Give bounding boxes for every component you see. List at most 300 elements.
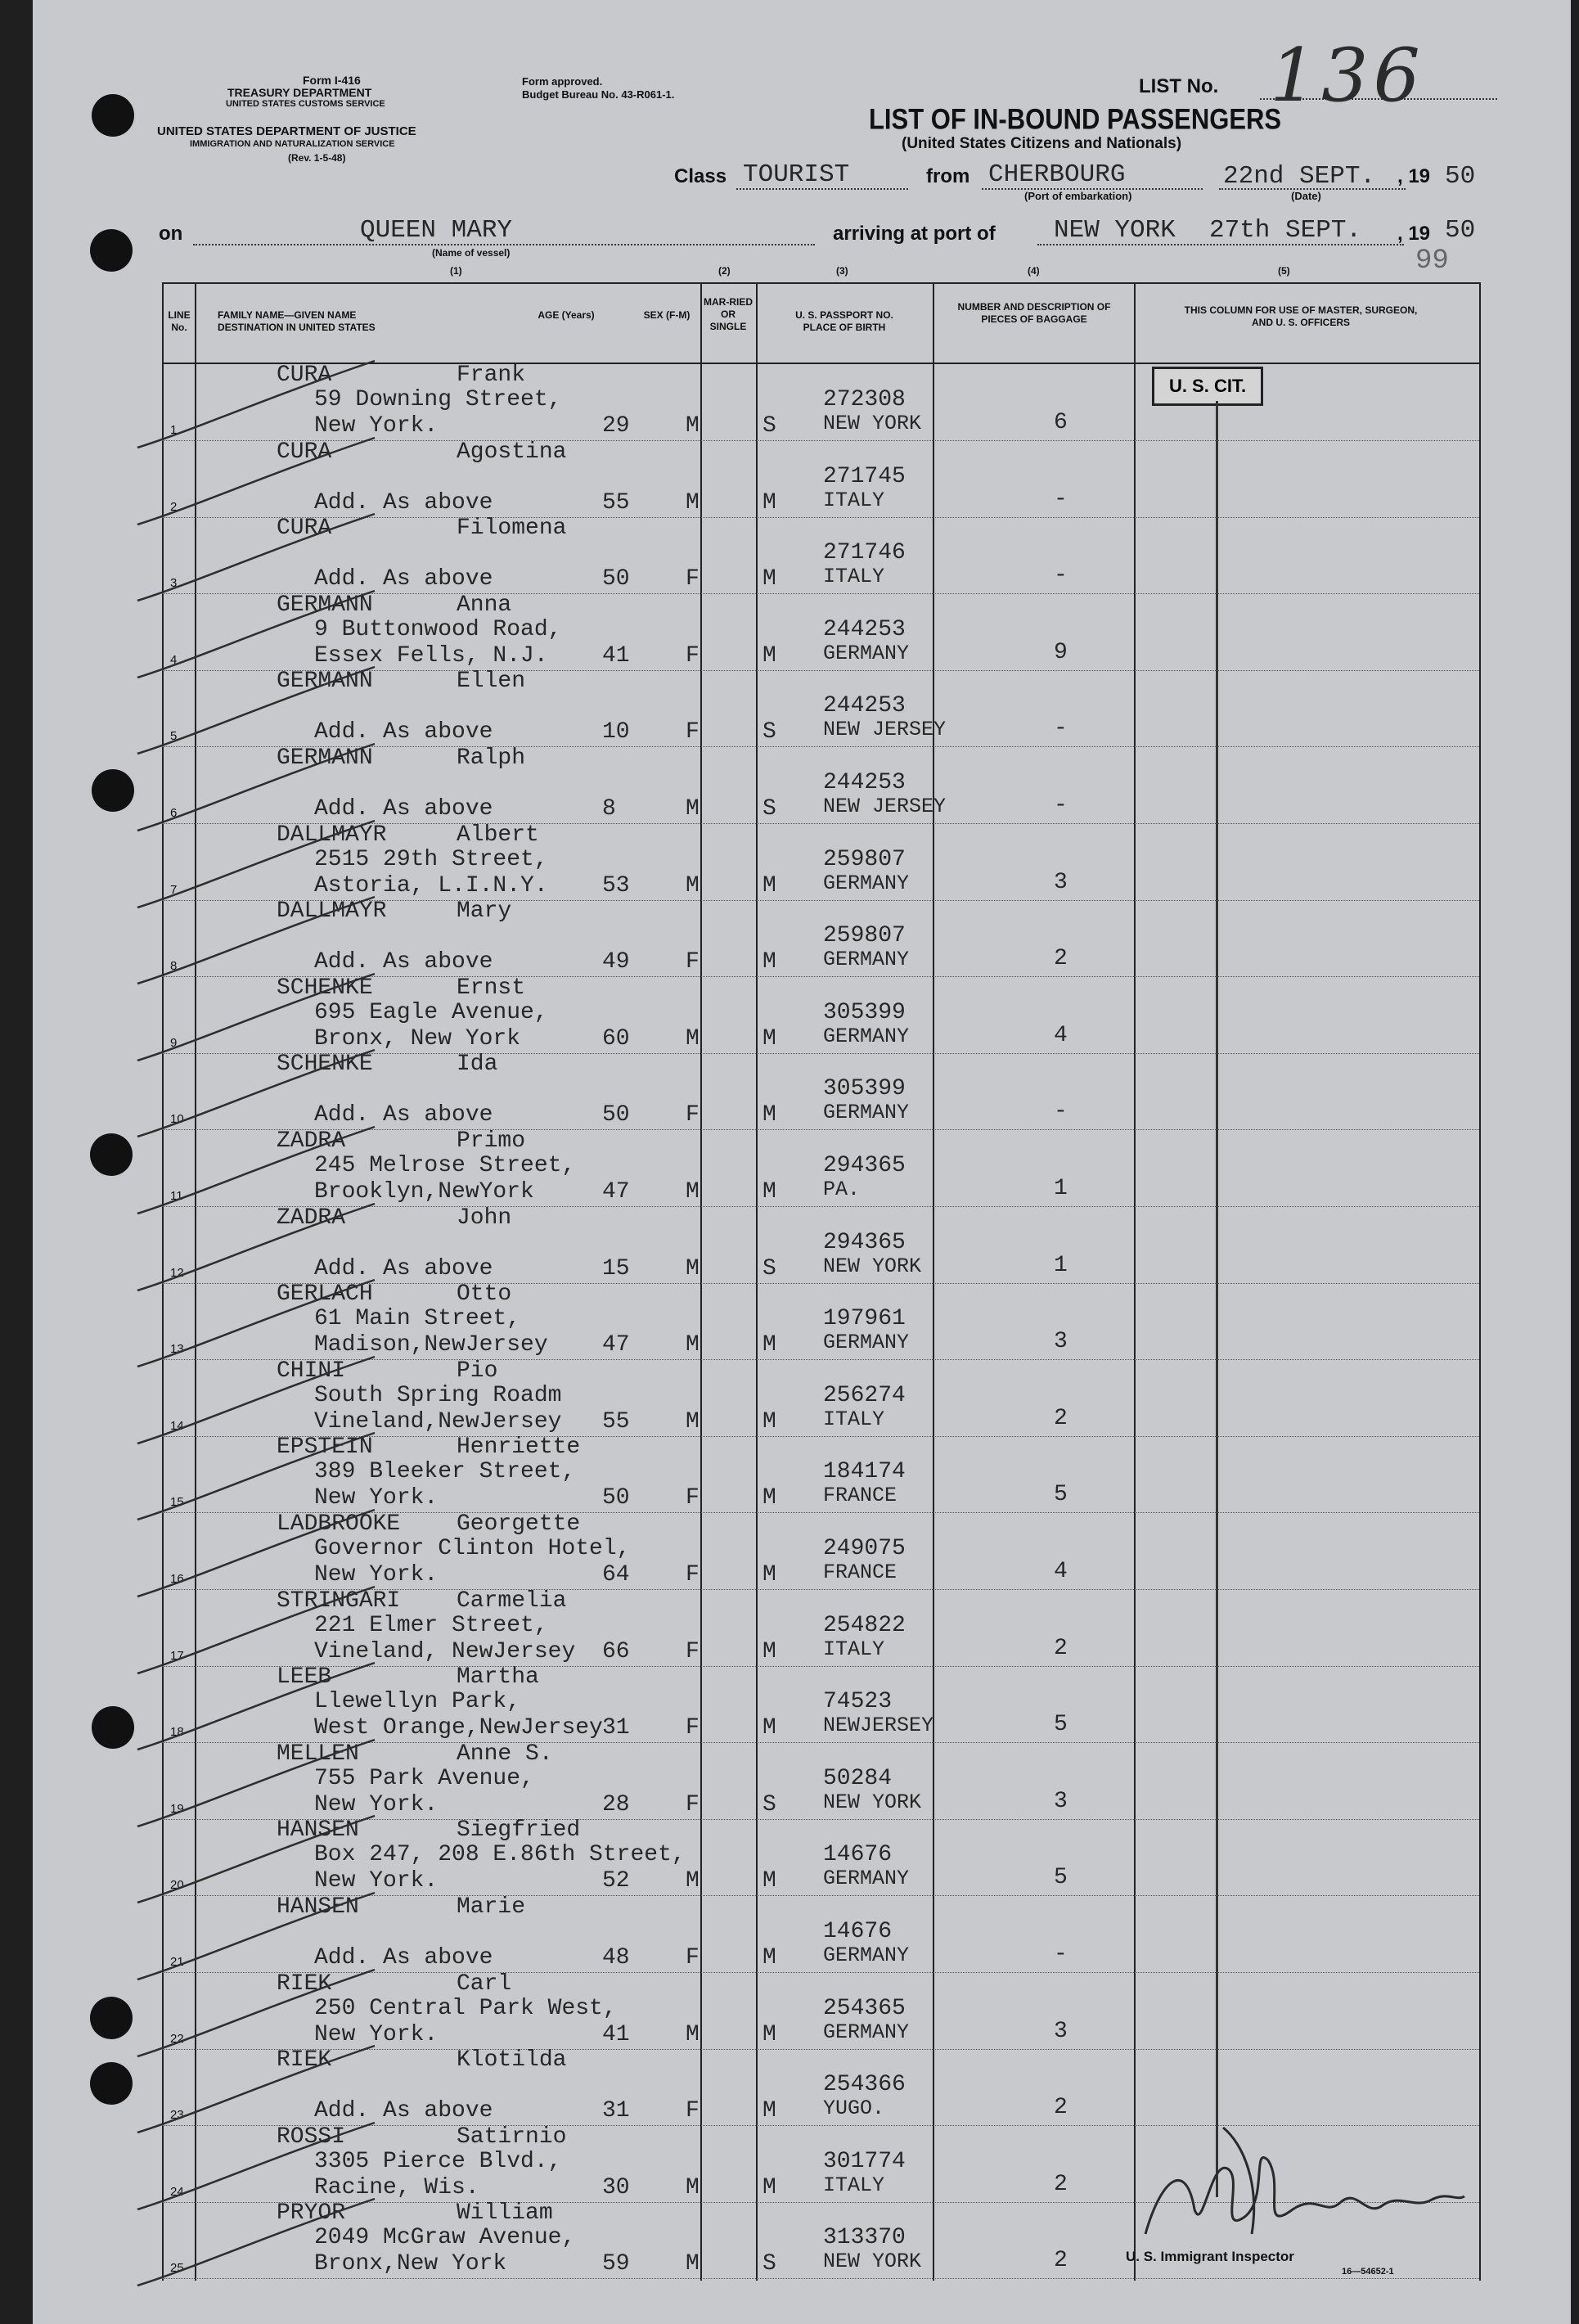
marital-status: S — [763, 719, 776, 745]
address-line-2: Add. As above — [314, 566, 493, 592]
given-name: Filomena — [457, 516, 567, 542]
baggage-count: 5 — [1054, 1865, 1068, 1891]
family-name: GERMANN — [277, 592, 373, 618]
given-name: Otto — [457, 1281, 512, 1308]
col-header-baggage: NUMBER AND DESCRIPTION OF PIECES OF BAGGAGE — [957, 301, 1111, 325]
place-of-birth: GERMANY — [823, 1101, 910, 1125]
line-number: 18 — [170, 1725, 184, 1740]
family-name: EPSTEIN — [277, 1434, 373, 1461]
marital-status: M — [763, 872, 776, 899]
line-number: 16 — [170, 1572, 184, 1586]
family-name: CURA — [277, 516, 332, 542]
table-row — [162, 1896, 1479, 1973]
table-row — [162, 364, 1479, 441]
age: 50 — [602, 1485, 630, 1511]
age: 48 — [602, 1945, 630, 1970]
age: 47 — [602, 1179, 630, 1205]
line-number: 21 — [170, 1955, 184, 1969]
sex: M — [686, 1255, 700, 1281]
baggage-count: 3 — [1054, 869, 1068, 895]
address-line-1: 3305 Pierce Blvd., — [314, 2148, 562, 2174]
baggage-count: 2 — [1054, 1405, 1068, 1431]
place-of-birth: GERMANY — [823, 1331, 910, 1355]
address-line-1: 250 Central Park West, — [314, 1995, 617, 2021]
passport-number: 301774 — [823, 2148, 906, 2174]
address-line-2: Add. As above — [314, 2098, 493, 2124]
passport-number: 14676 — [823, 1842, 893, 1868]
place-of-birth: GERMANY — [823, 1024, 910, 1048]
sex: M — [686, 1332, 700, 1358]
baggage-count: 6 — [1054, 410, 1068, 435]
marital-status: M — [763, 1485, 776, 1511]
col-header-married: MAR-RIED OR SINGLE — [704, 296, 753, 332]
address-line-2: Add. As above — [314, 1102, 493, 1128]
place-of-birth: PA. — [823, 1178, 861, 1201]
table-right-border — [1479, 282, 1481, 2281]
age: 64 — [602, 1562, 630, 1588]
sex: M — [686, 1025, 700, 1052]
marital-status: M — [763, 1945, 776, 1970]
table-row — [162, 977, 1479, 1054]
passport-number: 184174 — [823, 1459, 906, 1485]
marital-status: M — [763, 1715, 776, 1741]
age: 52 — [602, 1868, 630, 1894]
col-num-5: (5) — [1278, 265, 1290, 277]
address-line-1: Governor Clinton Hotel, — [314, 1536, 631, 1561]
line-number: 20 — [170, 1878, 184, 1893]
line-number: 6 — [170, 806, 178, 820]
col-num-4: (4) — [1028, 265, 1040, 277]
col-header-name: FAMILY NAME—GIVEN NAME DESTINATION IN UNITED STATES — [218, 309, 376, 333]
passport-number: 259807 — [823, 846, 906, 872]
arrival-year: 50 — [1445, 216, 1476, 245]
given-name: Agostina — [457, 439, 567, 465]
col-header-officers: THIS COLUMN FOR USE OF MASTER, SURGEON, AND U. S. OFFICERS — [1184, 304, 1418, 328]
age: 29 — [602, 413, 630, 439]
line-number: 17 — [170, 1648, 184, 1663]
family-name: HANSEN — [277, 1894, 359, 1920]
list-label: LIST No. — [1139, 75, 1219, 97]
marital-status: M — [763, 1025, 776, 1052]
age: 30 — [602, 2174, 630, 2200]
baggage-count: - — [1054, 1099, 1068, 1125]
age: 8 — [602, 796, 616, 822]
address-line-1: 695 Eagle Avenue, — [314, 999, 548, 1025]
sex: M — [686, 489, 700, 516]
place-of-birth: GERMANY — [823, 2020, 910, 2044]
marital-status: M — [763, 1332, 776, 1358]
given-name: Ida — [457, 1052, 498, 1078]
baggage-count: 2 — [1054, 2095, 1068, 2121]
table-row — [162, 1513, 1479, 1590]
baggage-count: 4 — [1054, 1559, 1068, 1584]
baggage-count: 1 — [1054, 1252, 1068, 1278]
marital-status: S — [763, 1791, 776, 1817]
baggage-count: 2 — [1054, 2248, 1068, 2274]
given-name: Klotilda — [457, 2047, 567, 2074]
given-name: Georgette — [457, 1511, 581, 1537]
sex: M — [686, 2174, 700, 2200]
class-label: Class — [674, 165, 727, 187]
line-number: 15 — [170, 1495, 184, 1510]
passport-number: 294365 — [823, 1153, 906, 1178]
address-line-2: New York. — [314, 1485, 439, 1511]
table-row — [162, 1283, 1479, 1360]
baggage-count: - — [1054, 793, 1068, 818]
line-number: 4 — [170, 652, 178, 667]
line-number: 10 — [170, 1112, 184, 1127]
line-number: 3 — [170, 576, 178, 591]
given-name: Anne S. — [457, 1741, 553, 1767]
sex: F — [686, 719, 700, 745]
form-approved: Form approved. — [522, 75, 603, 88]
table-row — [162, 1130, 1479, 1207]
family-name: DALLMAYR — [277, 822, 387, 848]
table-row — [162, 1819, 1479, 1896]
age: 60 — [602, 1025, 630, 1052]
on-label: on — [159, 223, 183, 245]
age: 55 — [602, 1408, 630, 1434]
passport-number: 313370 — [823, 2225, 906, 2251]
given-name: Marie — [457, 1894, 526, 1920]
age: 47 — [602, 1332, 630, 1358]
line-number: 19 — [170, 1801, 184, 1816]
baggage-count: 3 — [1054, 1329, 1068, 1355]
binder-hole — [90, 2062, 133, 2105]
given-name: Ernst — [457, 975, 526, 1001]
address-line-1: 61 Main Street, — [314, 1306, 521, 1332]
print-code: 16—54652-1 — [1342, 2267, 1394, 2277]
age: 49 — [602, 949, 630, 975]
address-line-2: Brooklyn,NewYork — [314, 1179, 534, 1205]
form-number: Form I-416 — [303, 74, 361, 87]
table-row — [162, 1970, 1479, 2050]
passport-number: 271745 — [823, 463, 906, 489]
passport-number: 254822 — [823, 1612, 906, 1638]
col-header-line: LINE No. — [168, 309, 191, 333]
sex: F — [686, 566, 700, 592]
age: 50 — [602, 1102, 630, 1128]
address-line-2: Astoria, L.I.N.Y. — [314, 872, 548, 899]
family-name: STRINGARI — [277, 1588, 401, 1614]
table-row — [162, 1666, 1479, 1743]
sex: F — [686, 1562, 700, 1588]
page-subtitle: (United States Citizens and Nationals) — [902, 135, 1182, 152]
family-name: HANSEN — [277, 1817, 359, 1844]
address-line-2: West Orange,NewJersey — [314, 1715, 603, 1741]
baggage-count: 2 — [1054, 1635, 1068, 1661]
line-number: 12 — [170, 1265, 184, 1280]
age: 10 — [602, 719, 630, 745]
address-line-1: 755 Park Avenue, — [314, 1765, 534, 1791]
place-of-birth: NEW YORK — [823, 1790, 922, 1814]
place-of-birth: ITALY — [823, 2173, 885, 2197]
given-name: Albert — [457, 822, 539, 848]
col-num-2: (2) — [718, 265, 731, 277]
given-name: William — [457, 2200, 553, 2227]
age: 66 — [602, 1638, 630, 1664]
marital-status: M — [763, 2098, 776, 2124]
given-name: Pio — [457, 1358, 498, 1384]
table-row — [162, 1590, 1479, 1667]
sex: M — [686, 2251, 700, 2277]
address-line-1: 245 Melrose Street, — [314, 1153, 576, 1178]
place-of-birth: NEWJERSEY — [823, 1714, 934, 1738]
address-line-2: New York. — [314, 413, 439, 439]
passport-number: 244253 — [823, 616, 906, 642]
place-of-birth: ITALY — [823, 1637, 885, 1661]
baggage-count: 2 — [1054, 946, 1068, 972]
justice-dept: UNITED STATES DEPARTMENT OF JUSTICE — [157, 124, 416, 138]
line-number: 22 — [170, 2031, 184, 2046]
list-number: 136 — [1270, 33, 1425, 119]
line-number: 7 — [170, 882, 178, 897]
line-number: 14 — [170, 1418, 184, 1433]
sex: M — [686, 413, 700, 439]
baggage-count: 4 — [1054, 1022, 1068, 1048]
family-name: MELLEN — [277, 1741, 359, 1767]
place-of-birth: NEW YORK — [823, 2250, 922, 2274]
sex: F — [686, 1945, 700, 1970]
table-row — [162, 1053, 1479, 1130]
place-of-birth: YUGO. — [823, 2097, 885, 2121]
family-name: DALLMAYR — [277, 899, 387, 925]
address-line-2: Essex Fells, N.J. — [314, 642, 548, 669]
baggage-count: 1 — [1054, 1176, 1068, 1201]
passport-number: 74523 — [823, 1689, 893, 1715]
arrival-port: NEW YORK — [1054, 216, 1176, 245]
line-number: 9 — [170, 1035, 178, 1050]
family-name: GERMANN — [277, 669, 373, 695]
address-line-2: Bronx,New York — [314, 2251, 507, 2277]
address-line-2: Add. As above — [314, 719, 493, 745]
marital-status: M — [763, 642, 776, 669]
revision: (Rev. 1-5-48) — [288, 152, 346, 164]
given-name: Ellen — [457, 669, 526, 695]
address-line-2: Vineland,NewJersey — [314, 1408, 562, 1434]
binder-hole — [90, 1133, 133, 1176]
marital-status: S — [763, 413, 776, 439]
line-number: 1 — [170, 423, 178, 437]
address-line-2: Madison,NewJersey — [314, 1332, 548, 1358]
passport-number: 244253 — [823, 770, 906, 795]
place-of-birth: GERMANY — [823, 871, 910, 895]
vessel-caption: (Name of vessel) — [432, 247, 511, 259]
address-line-2: Vineland, NewJersey — [314, 1638, 576, 1664]
place-of-birth: ITALY — [823, 1407, 885, 1431]
place-of-birth: GERMANY — [823, 641, 910, 665]
passport-number: 197961 — [823, 1306, 906, 1332]
given-name: Siegfried — [457, 1817, 581, 1844]
given-name: Henriette — [457, 1434, 581, 1461]
class-value: TOURIST — [743, 160, 850, 189]
table-row — [162, 670, 1479, 747]
line-number: 25 — [170, 2261, 184, 2276]
address-line-1: 9 Buttonwood Road, — [314, 616, 562, 642]
given-name: Ralph — [457, 745, 526, 771]
col-header-age: AGE (Years) — [538, 309, 595, 321]
baggage-count: 9 — [1054, 639, 1068, 665]
age: 53 — [602, 872, 630, 899]
table-row — [162, 1743, 1479, 1820]
family-name: RIEK — [277, 1970, 332, 1997]
given-name: Satirnio — [457, 2124, 567, 2150]
departure-year: 50 — [1445, 162, 1476, 191]
age: 31 — [602, 2098, 630, 2124]
line-number: 13 — [170, 1342, 184, 1357]
binder-hole — [90, 1997, 133, 2039]
given-name: Anna — [457, 592, 512, 618]
family-name: ZADRA — [277, 1205, 346, 1231]
place-of-birth: ITALY — [823, 565, 885, 589]
line-number: 5 — [170, 729, 178, 744]
line-number: 11 — [170, 1189, 183, 1203]
passport-number: 259807 — [823, 923, 906, 949]
family-name: CHINI — [277, 1358, 346, 1384]
family-name: RIEK — [277, 2047, 332, 2074]
marital-status: S — [763, 2251, 776, 2277]
marital-status: M — [763, 1179, 776, 1205]
arriving-label: arriving at port of — [833, 223, 996, 245]
port-of-embarkation: CHERBOURG — [988, 160, 1126, 189]
address-line-1: Llewellyn Park, — [314, 1689, 521, 1715]
marital-status: S — [763, 796, 776, 822]
departure-date: 22nd SEPT. — [1223, 162, 1376, 191]
col-header-sex: SEX (F-M) — [643, 309, 691, 321]
place-of-birth: GERMANY — [823, 948, 910, 972]
col-num-1: (1) — [450, 265, 462, 277]
address-line-2: New York. — [314, 1562, 439, 1588]
baggage-count: 2 — [1054, 2171, 1068, 2197]
family-name: GERLACH — [277, 1281, 373, 1308]
baggage-count: 3 — [1054, 1788, 1068, 1814]
budget-bureau: Budget Bureau No. 43-R061-1. — [522, 88, 675, 101]
marital-status: M — [763, 1868, 776, 1894]
sex: M — [686, 1868, 700, 1894]
given-name: Carmelia — [457, 1588, 567, 1614]
address-line-2: Add. As above — [314, 796, 493, 822]
port-caption: (Port of embarkation) — [1024, 190, 1132, 202]
from-label: from — [926, 165, 970, 187]
family-name: GERMANN — [277, 745, 373, 771]
family-name: SCHENKE — [277, 975, 373, 1001]
sex: F — [686, 1102, 700, 1128]
family-name: CURA — [277, 363, 332, 388]
us-citizen-stamp: U. S. CIT. — [1152, 367, 1263, 406]
age: 15 — [602, 1255, 630, 1281]
address-line-2: New York. — [314, 1868, 439, 1894]
age: 31 — [602, 1715, 630, 1741]
passport-number: 254365 — [823, 1995, 906, 2021]
marital-status: M — [763, 949, 776, 975]
binder-hole — [92, 769, 134, 812]
sex: M — [686, 1179, 700, 1205]
passport-number: 244253 — [823, 693, 906, 719]
given-name: Frank — [457, 363, 526, 388]
marital-status: M — [763, 489, 776, 516]
age: 28 — [602, 1791, 630, 1817]
address-line-2: Add. As above — [314, 949, 493, 975]
sex: F — [686, 2098, 700, 2124]
baggage-count: 3 — [1054, 2018, 1068, 2044]
given-name: Carl — [457, 1970, 512, 1997]
table-row — [162, 517, 1479, 594]
passport-number: 50284 — [823, 1765, 893, 1791]
passport-number: 305399 — [823, 999, 906, 1025]
page-count: 99 — [1415, 245, 1449, 277]
vessel-name: QUEEN MARY — [360, 216, 513, 245]
family-name: SCHENKE — [277, 1052, 373, 1078]
family-name: ROSSI — [277, 2124, 346, 2150]
place-of-birth: NEW YORK — [823, 1254, 922, 1278]
sex: M — [686, 872, 700, 899]
family-name: CURA — [277, 439, 332, 465]
binder-hole — [90, 229, 133, 272]
marital-status: M — [763, 566, 776, 592]
marital-status: M — [763, 1102, 776, 1128]
col-num-3: (3) — [836, 265, 848, 277]
date-caption: (Date) — [1291, 190, 1321, 202]
baggage-count: - — [1054, 716, 1068, 742]
place-of-birth: GERMANY — [823, 1867, 910, 1891]
baggage-count: - — [1054, 1942, 1068, 1967]
place-of-birth: NEW JERSEY — [823, 718, 947, 742]
family-name: PRYOR — [277, 2200, 346, 2227]
given-name: Mary — [457, 899, 512, 925]
col-header-passport: U. S. PASSPORT NO. PLACE OF BIRTH — [795, 309, 893, 333]
marital-status: M — [763, 1562, 776, 1588]
family-name: LEEB — [277, 1664, 332, 1691]
age: 59 — [602, 2251, 630, 2277]
table-row — [162, 1207, 1479, 1284]
sex: M — [686, 796, 700, 822]
sex: M — [686, 2021, 700, 2047]
ins-service: IMMIGRATION AND NATURALIZATION SERVICE — [190, 139, 395, 149]
baggage-count: - — [1054, 563, 1068, 589]
address-line-1: 2049 McGraw Avenue, — [314, 2225, 576, 2251]
given-name: Martha — [457, 1664, 539, 1691]
table-row — [162, 824, 1479, 901]
passport-number: 294365 — [823, 1229, 906, 1255]
place-of-birth: ITALY — [823, 488, 885, 512]
treasury-dept: TREASURY DEPARTMENT — [227, 86, 372, 99]
sex: M — [686, 1408, 700, 1434]
place-of-birth: GERMANY — [823, 1943, 910, 1967]
customs-service: UNITED STATES CUSTOMS SERVICE — [226, 99, 385, 109]
table-row — [162, 1360, 1479, 1437]
line-number: 2 — [170, 499, 178, 514]
address-line-2: Add. As above — [314, 1945, 493, 1970]
sex: F — [686, 642, 700, 669]
address-line-1: Box 247, 208 E.86th Street, — [314, 1842, 686, 1868]
inspector-caption: U. S. Immigrant Inspector — [1126, 2249, 1294, 2264]
line-number: 23 — [170, 2108, 184, 2123]
table-row — [162, 594, 1479, 671]
baggage-count: 5 — [1054, 1482, 1068, 1508]
passport-number: 271746 — [823, 540, 906, 566]
address-line-2: Add. As above — [314, 489, 493, 516]
given-name: John — [457, 1205, 512, 1231]
address-line-1: 221 Elmer Street, — [314, 1612, 548, 1638]
arrival-date: 27th SEPT. — [1209, 216, 1362, 245]
line-number: 8 — [170, 959, 178, 974]
marital-status: M — [763, 1638, 776, 1664]
check-mark-stroke — [129, 2194, 407, 2292]
age: 41 — [602, 642, 630, 669]
sex: F — [686, 949, 700, 975]
passport-number: 254366 — [823, 2072, 906, 2098]
binder-hole — [92, 94, 134, 137]
